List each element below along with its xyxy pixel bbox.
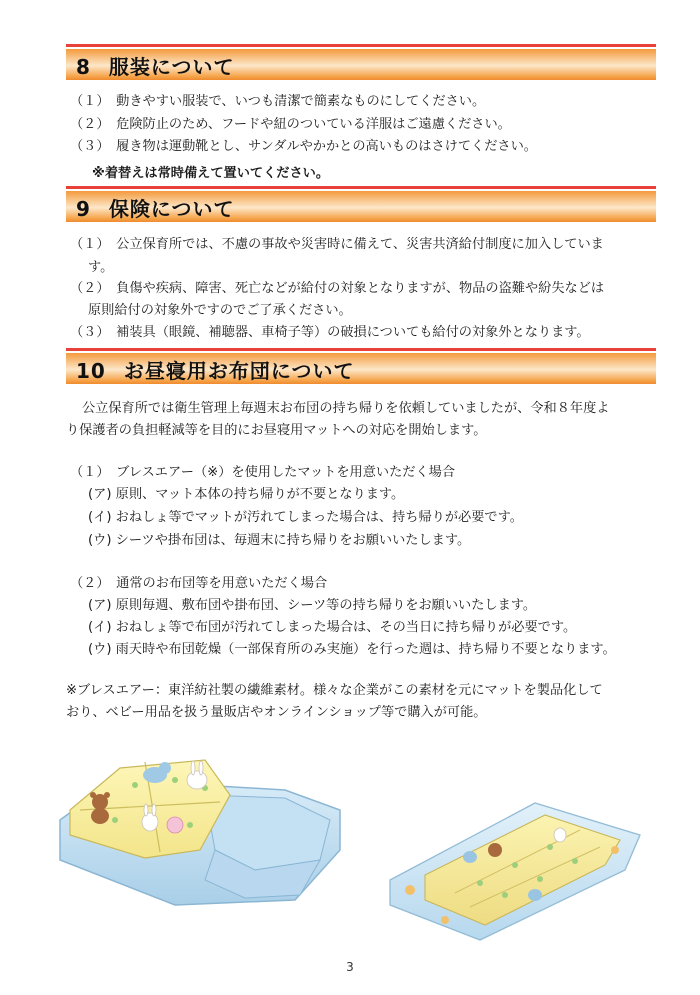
list-item: （１） 公立保育所では、不慮の事故や災害時に備えて、災害共済給付制度に加入していま — [70, 237, 604, 252]
section-title-8 — [76, 51, 235, 80]
list-item: （２） 負傷や疾病、障害、死亡などが給付の対象となりますが、物品の盗難や紛失などは — [70, 281, 605, 296]
section-title-text: 保険について — [108, 197, 235, 221]
footnote-line: おり、ベビー用品を扱う量販店やオンラインショップ等で購入が可能。 — [66, 705, 487, 720]
section-header-9 — [66, 186, 656, 222]
mat-illustration-right — [385, 795, 645, 945]
case-heading: （１） ブレスエアー（※）を使用したマットを用意いただく場合 — [70, 465, 456, 480]
list-item: (ア) 原則毎週、敷布団や掛布団、シーツ等の持ち帰りをお願いいたします。 — [88, 598, 537, 613]
section-title-10 — [76, 355, 354, 384]
section-number: 9 — [76, 197, 91, 221]
list-item: (ウ) シーツや掛布団は、毎週末に持ち帰りをお願いいたします。 — [88, 533, 471, 548]
mat-illustration-left — [55, 740, 345, 920]
note: ※着替えは常時備えて置いてください。 — [92, 166, 330, 181]
list-item: (ウ) 雨天時や布団乾燥（一部保育所のみ実施）を行った週は、持ち帰り不要となります。 — [88, 642, 616, 657]
section-header-10 — [66, 348, 656, 384]
list-item: （２） 危険防止のため、フードや紐のついている洋服はご遠慮ください。 — [70, 117, 511, 132]
intro-line: り保護者の負担軽減等を目的にお昼寝用マットへの対応を開始します。 — [66, 423, 487, 438]
section-title-text: お昼寝用お布団について — [123, 359, 355, 383]
section-title-text: 服装について — [108, 55, 235, 79]
footnote-line: ※ブレスエアー：東洋紡社製の繊維素材。様々な企業がこの素材を元にマットを製品化して — [66, 683, 603, 698]
list-item: （３） 履き物は運動靴とし、サンダルやかかとの高いものはさけてください。 — [70, 139, 537, 154]
case-heading: （２） 通常のお布団等を用意いただく場合 — [70, 576, 328, 591]
intro-line: 公立保育所では衛生管理上毎週末お布団の持ち帰りを依頼していましたが、令和８年度よ — [82, 401, 610, 416]
page-number: 3 — [346, 960, 354, 974]
section-number: 10 — [76, 359, 106, 383]
list-item-continued: す。 — [88, 260, 114, 275]
list-item: (イ) おねしょ等でマットが汚れてしまった場合は、持ち帰りが必要です。 — [88, 510, 523, 525]
list-item: (イ) おねしょ等で布団が汚れてしまった場合は、その当日に持ち帰りが必要です。 — [88, 620, 577, 635]
list-item: (ア) 原則、マット本体の持ち帰りが不要となります。 — [88, 487, 405, 502]
section-header-8 — [66, 44, 656, 80]
list-item-continued: 原則給付の対象外ですのでご了承ください。 — [88, 303, 352, 318]
list-item: （１） 動きやすい服装で、いつも清潔で簡素なものにしてください。 — [70, 94, 486, 109]
list-item: （３） 補装具（眼鏡、補聴器、車椅子等）の破損についても給付の対象外となります。 — [70, 325, 590, 340]
section-title-9 — [76, 193, 235, 222]
section-number: 8 — [76, 55, 91, 79]
